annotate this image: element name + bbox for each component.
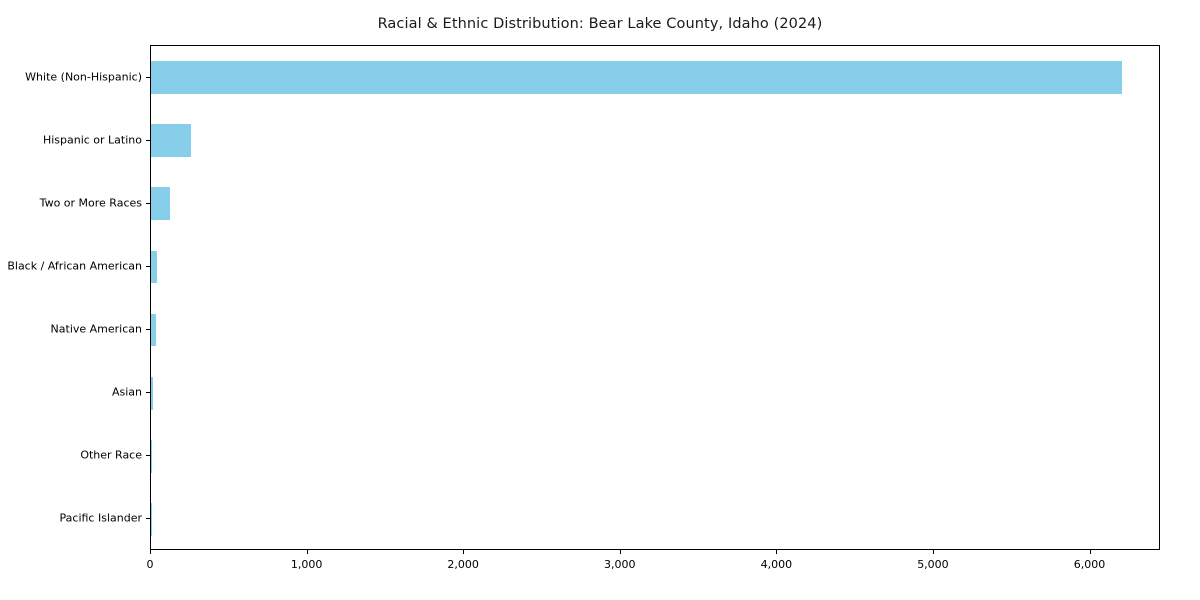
y-tick (146, 77, 150, 78)
x-tick-label: 0 (146, 558, 154, 571)
y-tick (146, 518, 150, 519)
y-tick (146, 329, 150, 330)
bar (151, 187, 170, 220)
y-tick-label: Native American (50, 322, 142, 336)
x-tick-label: 6,000 (1073, 558, 1106, 571)
x-tick-label: 1,000 (290, 558, 323, 571)
x-tick (150, 550, 151, 554)
x-tick-label: 4,000 (760, 558, 793, 571)
x-tick (1090, 550, 1091, 554)
y-tick (146, 266, 150, 267)
x-tick-label: 2,000 (447, 558, 479, 571)
x-tick-label: 5,000 (917, 558, 949, 571)
bar (151, 124, 191, 157)
y-tick (146, 455, 150, 456)
y-tick (146, 203, 150, 204)
y-tick-label: Other Race (80, 448, 142, 462)
x-tick (933, 550, 934, 554)
x-tick (463, 550, 464, 554)
x-tick-label: 3,000 (604, 558, 636, 571)
y-tick-label: White (Non-Hispanic) (25, 70, 142, 84)
y-tick-label: Asian (111, 385, 142, 399)
bar (151, 251, 157, 284)
y-tick (146, 392, 150, 393)
y-tick-label: Hispanic or Latino (42, 133, 142, 147)
chart-title: Racial & Ethnic Distribution: Bear Lake County, Idaho (2024) (377, 16, 823, 32)
y-tick (146, 140, 150, 141)
bar (151, 440, 152, 473)
bar (151, 61, 1122, 94)
y-tick-label: Black / African American (7, 259, 142, 273)
y-tick-label: Pacific Islander (59, 511, 142, 525)
plot-axes (150, 45, 1160, 550)
x-tick (307, 550, 308, 554)
bars-container (151, 46, 1159, 549)
bar (151, 314, 156, 347)
x-tick (620, 550, 621, 554)
bar (151, 377, 153, 410)
bar (151, 503, 152, 536)
y-tick-label: Two or More Races (39, 196, 142, 210)
x-tick (776, 550, 777, 554)
